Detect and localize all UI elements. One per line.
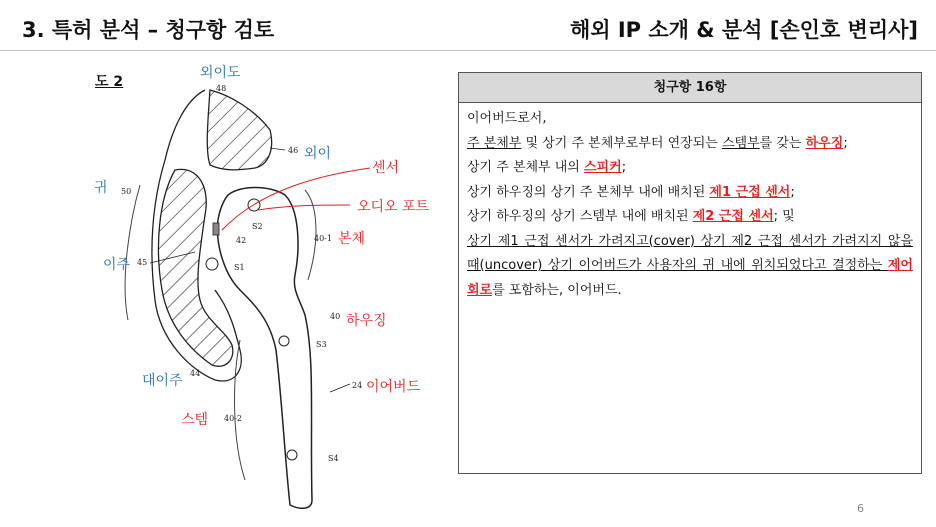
tragus-hatch bbox=[158, 169, 232, 366]
claim-line-3: 상기 주 본체부 내의 스피커; bbox=[467, 160, 627, 175]
label-stem: 스템 bbox=[181, 412, 209, 428]
key-housing: 하우징 bbox=[805, 135, 844, 151]
page-number: 6 bbox=[857, 502, 864, 515]
ref-40-1: 40-1 bbox=[314, 234, 332, 243]
sensor-s1 bbox=[206, 258, 218, 270]
slide-title: 3. 특허 분석 – 청구항 검토 bbox=[22, 18, 275, 42]
ref-45: 45 bbox=[137, 258, 148, 267]
claim-line-2: 주 본체부 및 상기 주 본체부로부터 연장되는 스템부를 갖는 하우징; bbox=[467, 135, 848, 151]
ref-40-2: 40-2 bbox=[224, 414, 242, 423]
claim-header: 청구항 16항 bbox=[459, 73, 921, 103]
sensor-s3 bbox=[279, 336, 289, 346]
sensor-s4 bbox=[287, 450, 297, 460]
label-housing: 하우징 bbox=[346, 313, 387, 329]
label-ear: 귀 bbox=[94, 180, 108, 196]
label-outer-ear: 외이 bbox=[304, 146, 332, 162]
key-second-sensor: 제2 근접 센서 bbox=[692, 209, 774, 224]
figure-number: 도 2 bbox=[95, 74, 124, 90]
ref-46: 46 bbox=[288, 146, 299, 155]
claim-box bbox=[458, 72, 922, 474]
label-body: 본체 bbox=[338, 231, 366, 247]
ref-42: 42 bbox=[236, 236, 247, 245]
ref-40: 40 bbox=[330, 312, 341, 321]
ref-44: 44 bbox=[190, 369, 201, 378]
key-control-circuit: 제어 회로 bbox=[467, 258, 913, 298]
claim-line-1: 이어버드로서, bbox=[467, 111, 547, 126]
bracket-50 bbox=[125, 185, 140, 320]
sensor-box bbox=[213, 223, 219, 235]
bracket-40-2 bbox=[235, 340, 245, 480]
label-antitragus: 대이주 bbox=[142, 373, 183, 389]
leader-46 bbox=[270, 148, 285, 150]
ref-s2: S2 bbox=[252, 222, 263, 231]
label-audio-port: 오디오 포트 bbox=[357, 199, 430, 215]
ref-s1: S1 bbox=[234, 263, 245, 272]
key-first-sensor: 제1 근접 센서 bbox=[709, 184, 791, 200]
ref-s4: S4 bbox=[328, 454, 339, 463]
key-speaker: 스피커 bbox=[584, 160, 622, 175]
claim-line-4: 상기 하우징의 상기 주 본체부 내에 배치된 제1 근접 센서; bbox=[467, 184, 795, 200]
label-tragus: 이주 bbox=[103, 257, 131, 273]
ref-48: 48 bbox=[216, 84, 227, 93]
label-earbud: 이어버드 bbox=[366, 379, 421, 395]
ref-50: 50 bbox=[121, 187, 132, 196]
ref-s3: S3 bbox=[316, 340, 327, 349]
claim-line-6: 상기 제1 근접 센서가 가려지고(cover) 상기 제2 근접 센서가 가려지지 않을 때(uncover) 상기 이어버드가 사용자의 귀 내에 위치되었다고 결정하는 제어 회로를 포함하는, 이어버드. bbox=[467, 233, 913, 298]
claim-line-5: 상기 하우징의 상기 스템부 내에 배치된 제2 근접 센서; 및 bbox=[467, 209, 795, 224]
label-outer-ear-canal: 외이도 bbox=[200, 65, 241, 81]
claim-body bbox=[459, 103, 921, 303]
presenter-title: 해외 IP 소개 & 분석 [손인호 변리사] bbox=[569, 18, 918, 42]
header-divider bbox=[0, 50, 936, 51]
patent-figure bbox=[0, 52, 450, 522]
ref-24: 24 bbox=[352, 381, 363, 390]
label-sensor: 센서 bbox=[372, 160, 400, 176]
ear-canal-hatch bbox=[207, 90, 271, 170]
leader-24 bbox=[330, 384, 350, 392]
